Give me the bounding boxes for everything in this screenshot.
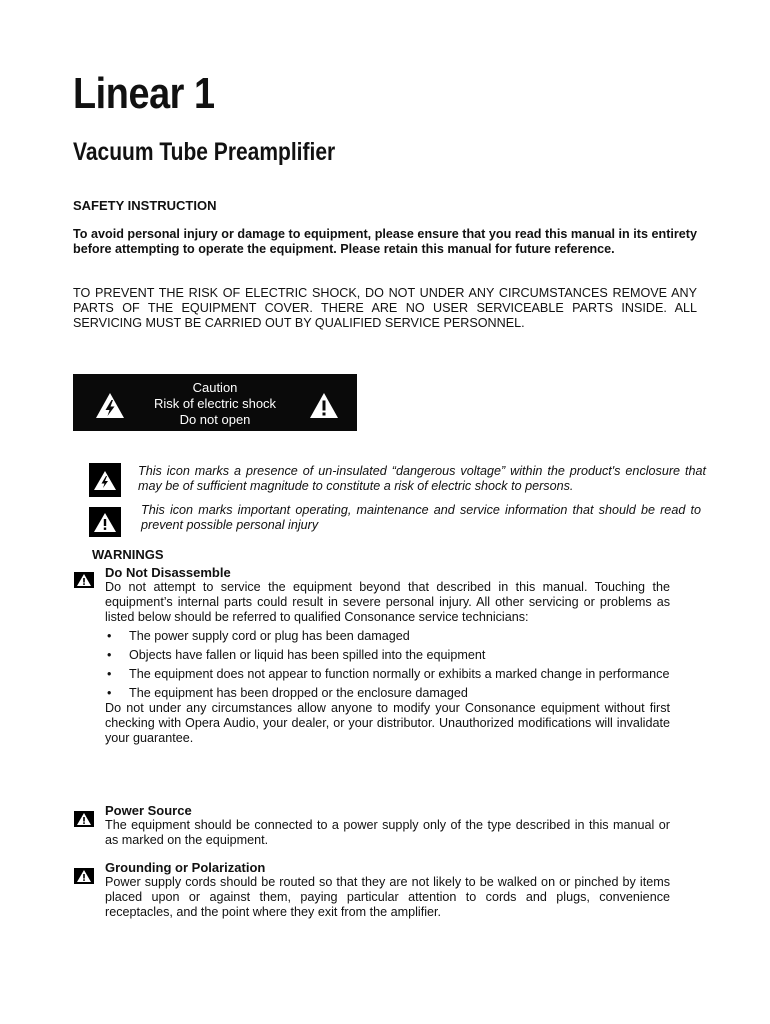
document-subtitle: Vacuum Tube Preamplifier xyxy=(73,138,336,166)
list-item: • The equipment does not appear to function normally or exhibits a marked change in performance xyxy=(105,667,670,682)
grounding-body: Power supply cords should be routed so that they are not likely to be walked on or pinched by items placed upon or against them, paying particular attention to cords and plugs, convenience receptacles, and the point where they exit from the amplifier. xyxy=(105,875,670,919)
caution-label xyxy=(73,374,357,431)
power-source-section xyxy=(105,803,670,848)
voltage-icon-box xyxy=(89,463,121,497)
exclamation-icon xyxy=(74,811,94,827)
grounding-section xyxy=(105,860,670,920)
exclamation-icon xyxy=(74,868,94,884)
list-item: • Objects have fallen or liquid has been spilled into the equipment xyxy=(105,648,670,663)
do-not-disassemble-section xyxy=(105,565,670,746)
important-icon-note: This icon marks important operating, maintenance and service information that should be read to prevent possible personal injury xyxy=(141,503,701,532)
electric-shock-icon xyxy=(89,463,121,497)
do-not-disassemble-title: Do Not Disassemble xyxy=(105,565,231,580)
grounding-title: Grounding or Polarization xyxy=(105,860,266,875)
modification-warning: Do not under any circumstances allow anyone to modify your Consonance equipment without first checking with Opera Audio, your dealer, or your distributor. Unauthorized modifications will invalidate your guarantee. xyxy=(105,701,670,745)
safety-shock-warning: TO PREVENT THE RISK OF ELECTRIC SHOCK, DO NOT UNDER ANY CIRCUMSTANCES REMOVE ANY PARTS OF THE EQUIPMENT COVER. THERE ARE NO USER SERVICEABLE PARTS INSIDE. ALL SERVICING MUST BE CARRIED OUT BY QUALIFIED SERVICE PERSONNEL. xyxy=(73,286,697,330)
exclamation-icon xyxy=(309,392,339,419)
list-item: • The equipment has been dropped or the enclosure damaged xyxy=(105,686,670,701)
warning-marker xyxy=(74,572,94,588)
caution-line-1: Caution xyxy=(192,380,238,395)
document-title: Linear 1 xyxy=(73,69,215,118)
voltage-icon-note: This icon marks a presence of un-insulated “dangerous voltage” within the product's enclosure that may be of sufficient magnitude to constitute a risk of electric shock to persons. xyxy=(138,464,706,493)
caution-line-3: Do not open xyxy=(179,412,251,427)
exclamation-icon xyxy=(74,572,94,588)
caution-line-2: Risk of electric shock xyxy=(153,396,277,411)
warning-marker xyxy=(74,811,94,827)
do-not-disassemble-body: Do not attempt to service the equipment beyond that described in this manual. Touching the equipment’s internal parts could result in severe personal injury. All other servicing or problems as listed below should be referred to qualified Consonance service technicians: xyxy=(105,580,670,624)
warnings-heading: WARNINGS xyxy=(92,547,164,562)
power-source-title: Power Source xyxy=(105,803,192,818)
electric-shock-icon xyxy=(95,392,125,419)
power-source-body: The equipment should be connected to a power supply only of the type described in this manual or as marked on the equipment. xyxy=(105,818,670,847)
warning-marker xyxy=(74,868,94,884)
safety-heading: SAFETY INSTRUCTION xyxy=(73,198,217,213)
list-item: • The power supply cord or plug has been damaged xyxy=(105,629,670,644)
exclamation-icon xyxy=(89,507,121,537)
service-conditions-list xyxy=(105,629,670,701)
important-icon-box xyxy=(89,507,121,537)
caution-text xyxy=(135,380,295,428)
safety-intro: To avoid personal injury or damage to equipment, please ensure that you read this manual in its entirety before attempting to operate the equipment. Please retain this manual for future reference. xyxy=(73,227,697,256)
